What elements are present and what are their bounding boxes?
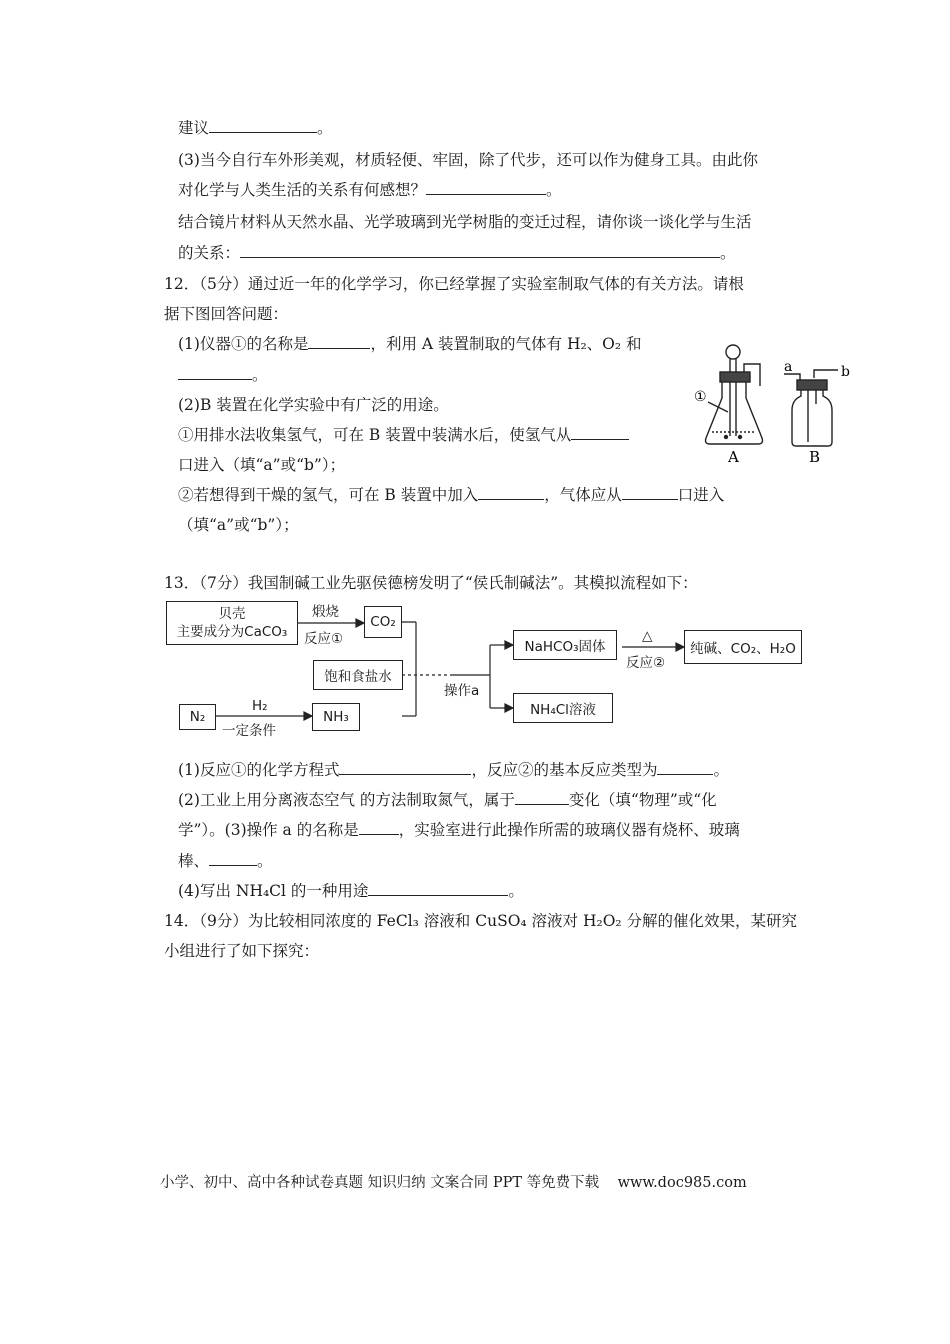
q12-p3-text: ①用排水法收集氢气，可在 B 装置中装满水后，使氢气从 [178, 426, 572, 444]
q13-p3b: ，实验室进行此操作所需的玻璃仪器有烧杯、玻璃 [398, 821, 740, 839]
answer-blank[interactable] [339, 760, 471, 775]
q12-p5b: ，气体应从 [544, 486, 622, 504]
q13-p2b: 变化（填“物理”或“化 [568, 791, 717, 809]
label-condition: 一定条件 [222, 723, 276, 739]
label-operation-a: 操作a [444, 683, 480, 699]
q12-head2: 据下图回答问题： [164, 305, 289, 323]
answer-blank[interactable] [368, 881, 508, 896]
q14-line2: 小组进行了如下探究： [164, 942, 320, 960]
box-nh3: NH₃ [312, 703, 360, 731]
q12-p1b: ，利用 A 装置制取的气体有 H₂、O₂ 和 [370, 335, 642, 353]
q11-line3-end: 。 [546, 181, 562, 199]
q13-p4a: 棒、 [178, 852, 210, 870]
q11-line4: 结合镜片材料从天然水晶、光学玻璃到光学树脂的变迁过程，请你谈一谈化学与生活 [178, 213, 752, 231]
label-reaction2: 反应② [626, 655, 666, 671]
q13-p1b: ，反应②的基本反应类型为 [471, 761, 658, 779]
box-shell-line2: 主要成分为CaCO₃ [176, 624, 288, 640]
label-h2: H₂ [252, 698, 268, 714]
q13-p1a: (1)反应①的化学方程式 [178, 761, 340, 779]
label-port-a: a [784, 359, 793, 375]
q12-p5c: 口进入 [677, 486, 725, 504]
q13-p2a: (2)工业上用分离液态空气 的方法制取氮气，属于 [178, 791, 515, 809]
label-calcine: 煅烧 [312, 604, 339, 620]
answer-blank[interactable] [359, 820, 399, 835]
q13-p5a: (4)写出 NH₄Cl 的一种用途 [178, 882, 369, 900]
q12-p2: (2)B 装置在化学实验中有广泛的用途。 [178, 396, 449, 414]
box-brine: 饱和食盐水 [313, 660, 403, 690]
label-b-device: B [809, 448, 821, 466]
q12-p5a: ②若想得到干燥的氢气，可在 B 装置中加入 [178, 486, 479, 504]
q11-line5-end: 。 [720, 244, 736, 262]
q13-head: 13．（7分）我国制碱工业先驱侯德榜发明了“侯氏制碱法”。其模拟流程如下： [164, 574, 698, 592]
q13-p1c: 。 [713, 761, 729, 779]
box-shell [166, 601, 298, 645]
answer-blank[interactable] [209, 851, 257, 866]
q14-line1: 14．（9分）为比较相同浓度的 FeCl₃ 溶液和 CuSO₄ 溶液对 H₂O₂ 分解的催化效果，某研究 [164, 912, 798, 930]
q13-p4b: 。 [257, 852, 273, 870]
label-instrument-1: ① [694, 389, 707, 405]
label-a-device: A [728, 448, 739, 466]
q12-p6: （填“a”或“b”）； [178, 516, 299, 534]
page-footer [160, 1171, 747, 1192]
q13-p2 [178, 790, 717, 810]
box-co2: CO₂ [364, 606, 402, 638]
footer-text: 小学、初中、高中各种试卷真题 知识归纳 文案合同 PPT 等免费下载 [160, 1175, 600, 1191]
label-reaction1: 反应① [304, 631, 344, 647]
box-products: 纯碱、CO₂、H₂O [684, 630, 802, 664]
box-n2: N₂ [179, 704, 216, 730]
q13-p5b: 。 [508, 882, 524, 900]
q11-line5-text: 的关系： [178, 244, 241, 262]
box-nahco3: NaHCO₃固体 [513, 630, 617, 660]
footer-url[interactable]: www.doc985.com [617, 1175, 747, 1191]
q13-p3 [178, 820, 740, 840]
q12-p4: 口进入（填“a”或“b”）； [178, 456, 346, 474]
box-nh4cl: NH₄Cl溶液 [513, 693, 613, 723]
q12-p1a: (1)仪器①的名称是 [178, 335, 309, 353]
q11-line3-text: 对化学与人类生活的关系有何感想？ [178, 181, 427, 199]
q13-p4 [178, 851, 273, 871]
q13-p1 [178, 760, 729, 780]
q11-line1-end: 。 [317, 119, 333, 137]
q11-line1-text: 建议 [178, 119, 210, 137]
answer-blank[interactable] [515, 790, 569, 805]
q12-p1c-end: 。 [252, 366, 268, 384]
q13-p5 [178, 881, 524, 901]
answer-blank[interactable] [657, 760, 713, 775]
label-delta: △ [642, 628, 653, 644]
q11-line2: (3)当今自行车外形美观，材质轻便、牢固，除了代步，还可以作为健身工具。由此你 [178, 151, 758, 169]
box-shell-line1: 贝壳 [218, 606, 246, 622]
q12-head1: 12．（5分）通过近一年的化学学习，你已经掌握了实验室制取气体的有关方法。请根 [164, 275, 744, 293]
q13-p3a: 学”）。(3)操作 a 的名称是 [178, 821, 359, 839]
label-port-b: b [841, 364, 850, 380]
